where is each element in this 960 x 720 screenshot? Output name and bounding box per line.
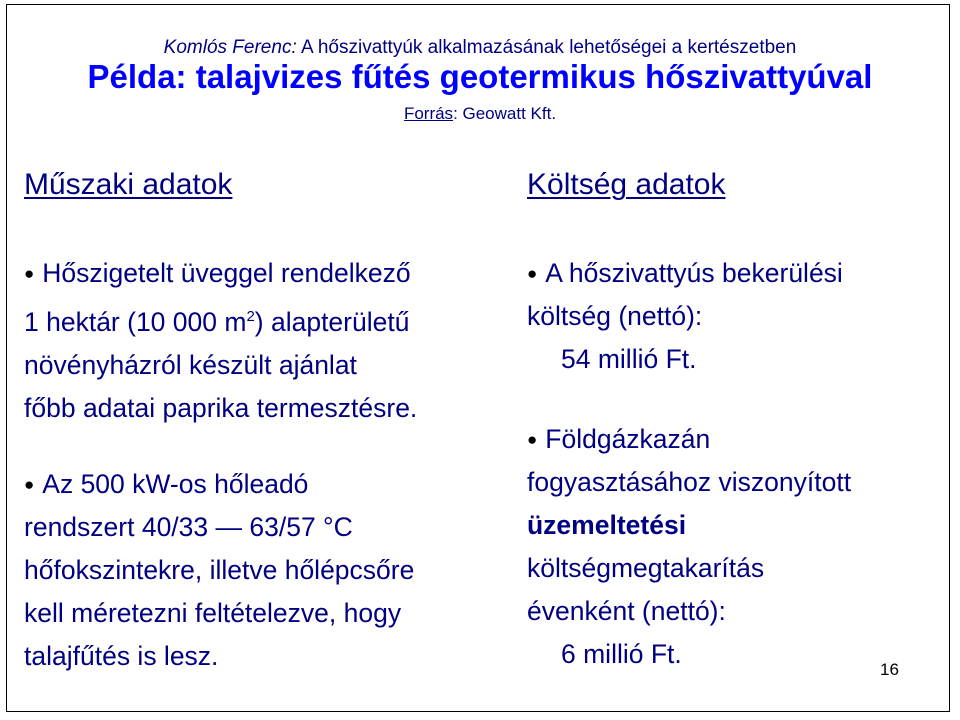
- cost-bullet-investment: ● A hőszivattyús bekerülési költség (nettó): 54 millió Ft.: [527, 258, 843, 374]
- bullet-dot-icon: ●: [527, 430, 538, 449]
- source-label: Forrás: [403, 104, 454, 123]
- source-value: : Geowatt Kft.: [453, 104, 557, 123]
- cost-data-heading: Költség adatok: [527, 168, 726, 201]
- bullet-dot-icon: ●: [24, 475, 35, 494]
- author-name: Komlós Ferenc:: [163, 37, 297, 58]
- bullet-dot-icon: ●: [24, 264, 35, 283]
- presentation-title: A hőszivattyúk alkalmazásának lehetőségei a kertészetben: [300, 37, 797, 58]
- source-line: [0, 104, 960, 124]
- bullet-dot-icon: ●: [527, 264, 538, 283]
- technical-data-heading: Műszaki adatok: [24, 168, 233, 201]
- technical-bullet-heating: ● Az 500 kW-os hőleadó rendszert 40/33 — 63/57 °C hőfokszintekre, illetve hőlépcsőre kell méretezni feltételezve, hogy talajfűtés is lesz.: [24, 469, 415, 671]
- technical-bullet-greenhouse: ● Hőszigetelt üveggel rendelkező 1 hektár (10 000 $m^2$) alapterületű növényházról készült ajánlat főbb adatai paprika termesztésre.: [24, 258, 418, 423]
- page-number: 16: [880, 660, 899, 679]
- cost-bullet-savings: ● Földgázkazán fogyasztásához viszonyított üzemeltetési költségmegtakarítás évenként (nettó): 6 millió Ft.: [527, 424, 852, 669]
- slide-subtitle: [0, 37, 960, 59]
- slide-title: Példa: talajvizes fűtés geotermikus hőszivattyúval: [87, 58, 873, 95]
